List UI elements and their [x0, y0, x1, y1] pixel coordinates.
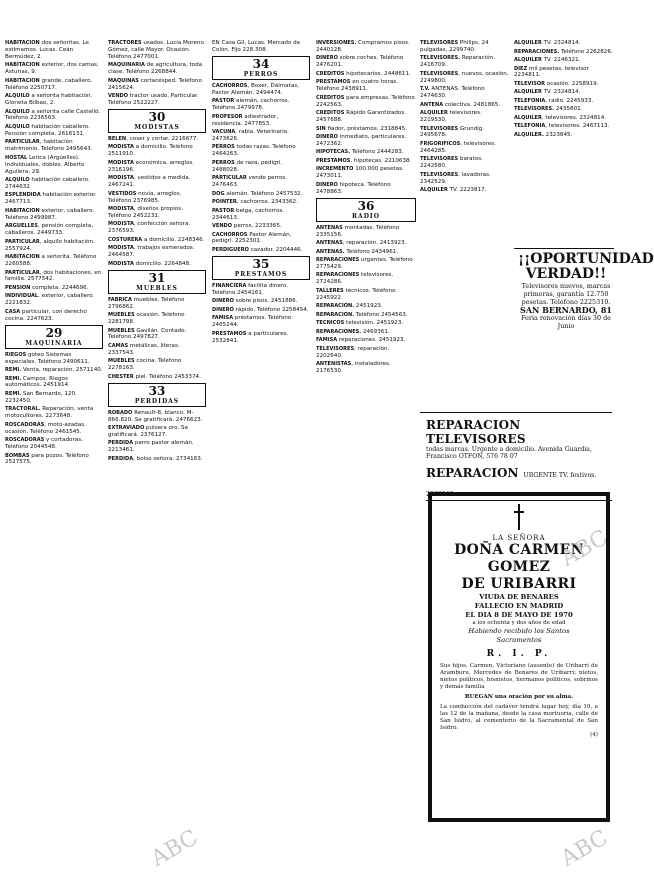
classified-ad: HABITACION exterior, dos camas. Asturias, 9.	[5, 62, 99, 76]
classified-ad: MODISTA a domicilio. Teléfono 2511910.	[108, 144, 193, 158]
classified-ad: MUEBLES ocasión. Teléfono 2281798.	[108, 312, 185, 325]
repair-banner: REPARACION URGENTE TV. festivos. 2063248.	[426, 462, 612, 501]
classified-ad: CREDITOS para empresas. Teléfono 2242563.	[316, 94, 415, 108]
classified-ad: ALQUILER televisores. 2219530.	[420, 110, 482, 124]
classified-ad: BELEN, coser y cortar. 2216677.	[108, 135, 199, 142]
ads-tv	[420, 40, 510, 194]
ads-furniture	[108, 297, 206, 381]
classified-ad: VACUNA, rabia. Veterinario. 2473626.	[212, 129, 289, 142]
classified-ad: TECNICOS televisión. 2451923.	[316, 320, 404, 327]
classified-ad: PARTICULAR, alquilo habitación. 2557924.	[5, 238, 95, 252]
classified-ad: EN Casa Gil, Lucas. Mercado de Colón. Fijo 228.308.	[212, 40, 301, 53]
watermark: ABC	[557, 525, 613, 572]
classified-ad: PERDIDA perro pastor alemán. 2213461.	[108, 440, 194, 454]
classified-ad: PASTOR belga, cachorros. 2344613.	[212, 207, 285, 221]
classified-ad: DINERO sobre coches. Teléfono 2476201.	[316, 55, 404, 69]
classified-ad: REPARACION. 2451923.	[316, 303, 383, 310]
classified-ad: ALQUILO a señorita habitación. Glorieta Bilbao, 2.	[5, 93, 93, 107]
classified-ad: ALQUILER TV. 2324814.	[514, 89, 581, 96]
divider	[420, 412, 612, 413]
classified-ad: FAMISA préstamos. Teléfono 2465244.	[212, 315, 292, 329]
classified-ad: MODISTA económica, arreglos. 2316196.	[108, 159, 195, 173]
section-header-modistas: 30 MODISTAS	[108, 109, 206, 133]
classified-ad: ALQUILO habitación caballero. 2744632.	[5, 177, 90, 190]
classified-ad: PERROS todas razas. Teléfono 2464263.	[212, 144, 296, 158]
classified-ad: PRESTAMOS, hipotecas. 2210638.	[316, 157, 412, 164]
ads-rooms	[5, 40, 103, 323]
classified-ad: PRESTAMOS en cuatro horas. Teléfono 2438911.	[316, 79, 398, 93]
classified-ad: REPARACIONES urgentes. Teléfono 2775429.	[316, 257, 413, 270]
classified-ad: VENDO perros, 2233365.	[212, 223, 282, 230]
classified-ad: TELEVISORES Grundig. 2495678.	[420, 125, 485, 139]
divider	[514, 248, 614, 249]
classified-ad: DINERO sobre pisos. 2451886.	[212, 298, 298, 305]
ads-tractors	[108, 40, 206, 107]
classified-ad: TELEVISORES, reparación. 2202640.	[316, 345, 390, 359]
classified-ad: ARGUELLES, pensión completa, caballeros. 2449733.	[5, 223, 94, 237]
classified-ad: TELEVISORES, nuevos, ocasión. 2249800.	[420, 70, 509, 84]
classified-ad: TALLERES técnicos. Teléfono 2245922.	[316, 287, 396, 301]
classified-ad: ALQUILER TV. 2246321.	[514, 57, 581, 63]
classified-ad: REMI. San Bernardo, 120. 2232450.	[5, 390, 77, 404]
tv-repair-banner: REPARACION TELEVISORES todas marcas. Urgente a domicilio. Avenida Guardia, Francisco OTFON, 576 78 07	[426, 418, 592, 460]
classified-ad: PASTOR alemán, cachorros. Teléfono 2479978.	[212, 98, 290, 112]
classified-ad: DINERO inmediato, particulares. 2472362.	[316, 134, 407, 147]
classified-ad: INDIVIDUAL, exterior, caballero. 2221832.	[5, 293, 95, 307]
classified-ad: ROBADO Renault-8, blanco, M-866.820. Se gratificará. 2476623.	[108, 409, 203, 423]
classified-ad: MAQUINAS cortacésped. Teléfono 2415624.	[108, 77, 202, 91]
classified-ad: TRACTORES usados. Lucía Moreno Gómez, calle Mayor. Ocasión. Teléfono 2477001.	[108, 40, 204, 60]
classified-ad: ROSCADORAS, moto-azadas, ocasión. Teléfono 2461545.	[5, 421, 86, 435]
ads-credits	[316, 40, 416, 196]
classified-ad: SIN fiador, préstamos. 2318845.	[316, 125, 408, 132]
ads-dressmakers	[108, 136, 206, 268]
classified-ad: ANTENISTAS, instaladores. 2176530.	[316, 361, 391, 375]
ads-lost	[108, 410, 206, 463]
classified-ad: TELEFONIA, radio. 2245933.	[514, 97, 594, 104]
classified-ad: ALQUILER TV. 2324814.	[514, 40, 581, 46]
section-header-prestamos: 35 PRESTAMOS	[212, 256, 310, 280]
classified-ad: CAMAS metálicas, literas. 2337543.	[108, 342, 180, 356]
classified-ad: CACHORROS Pastor Alemán, pedigrí. 2252301.	[212, 231, 292, 245]
classified-ad: REMI. Campos. Riegos automáticos. 2451914.	[5, 375, 70, 389]
ads-loans	[212, 283, 310, 345]
classified-ad: VENDO tractor usado. Particular. Teléfono 2522227.	[108, 93, 199, 107]
column-3	[212, 40, 310, 860]
classified-ad: MUEBLES Gavilán. Contado. Teléfono 2497827.	[108, 327, 187, 341]
section-header-radio: 36 RADIO	[316, 198, 416, 222]
classified-ad: ALQUILER, televisores. 2324814.	[514, 114, 607, 121]
classified-ad: DIEZ mil pesetas, televisor. 2234811.	[514, 65, 591, 79]
classified-ad: INCREMENTO 100.000 pesetas. 2473011.	[316, 166, 404, 180]
classified-ad: TELEVISORES baratos. 2242580.	[420, 156, 483, 170]
classified-ad: HABITACION grande, caballero. Teléfono 2250717.	[5, 77, 93, 91]
classified-ad: REMI. Venta, reparación. 2571140.	[5, 367, 103, 374]
classified-ad: CASA particular, con derecho cocina. 2247623.	[5, 308, 87, 322]
ads-tv-rental	[514, 40, 614, 139]
classified-ad: PRESTAMOS a particulares. 2532841.	[212, 330, 289, 344]
classified-ad: DINERO hipoteca. Teléfono 2478863.	[316, 181, 391, 195]
classified-ad: CREDITOS hipotecarios. 2448611.	[316, 70, 411, 77]
column-2	[108, 40, 206, 860]
classified-ad: TRACTORAL. Reparación, venta motocultores. 2273648.	[5, 406, 94, 420]
ads-machinery	[5, 352, 103, 467]
classified-ad: INVERSIONES. Compramos pisos. 2440128.	[316, 40, 410, 53]
watermark: ABC	[557, 825, 613, 872]
classified-ad: ANTENAS. Teléfono 2434961.	[316, 248, 399, 255]
classified-ad: FABRICA muebles. Teléfono 2796862.	[108, 296, 185, 310]
section-header-perros: 34 PERROS	[212, 56, 310, 80]
classified-ad: ANTENA colectiva. 2481865.	[420, 101, 501, 108]
classified-ad: DOG alemán. Teléfono 2457532.	[212, 190, 303, 197]
ads-dogs	[212, 83, 310, 254]
ads-misc	[212, 40, 310, 54]
classified-ad: ALQUILER. 2323845.	[514, 131, 573, 138]
classified-ad: MODISTA domicilio. 2264848.	[108, 260, 191, 267]
classified-ad: TELEFONIA, televisores. 2467113.	[514, 123, 610, 130]
classified-ad: PARTICULAR, habitación matrimonio. Teléfono 2495643.	[5, 139, 93, 153]
classified-ad: TELEVISORES. Reparación. 2416709.	[420, 55, 495, 69]
classified-ad: MODISTA, diseños propios. Teléfono 2452231.	[108, 206, 183, 219]
classified-ad: BOMBAS para pozos. Teléfono 2527575.	[5, 452, 89, 466]
classified-ad: MODISTA, vestidos a medida. 2467241.	[108, 175, 191, 189]
classified-ad: REPARACIONES. Teléfono 2262826.	[514, 48, 613, 55]
classified-ad: MUEBLES cocina. Teléfono 2278163.	[108, 358, 182, 372]
classified-ad: REPARACIONES televisores. 2724286.	[316, 272, 394, 286]
classified-ad: HABITACION exterior, caballero. Teléfono 2499987.	[5, 207, 95, 221]
classified-ad: PARTICULAR, dos habitaciones, en familia. 2577542.	[5, 269, 102, 283]
classified-ad: REPARACIONES. 2469361.	[316, 328, 390, 335]
classified-ad: POINTER, cachorros. 2343362.	[212, 199, 298, 206]
classified-ad: ANTENAS, reparación. 2413923.	[316, 240, 407, 247]
classified-ad: ROSCADORAS y cortadoras. Teléfono 2044548.	[5, 437, 83, 451]
classified-ad: REPARACION. Teléfono 2454563.	[316, 311, 408, 318]
section-header-muebles: 31 MUEBLES	[108, 270, 206, 294]
classified-ad: HABITACION dos señoritas. Le estimamos. Lucas. Ceán Bermúdez, 2.	[5, 40, 89, 60]
column-4	[316, 40, 416, 860]
classified-ad: PARTICULAR vende perros. 2476463.	[212, 175, 288, 189]
classified-ad: FRIGORIFICOS, televisores. 2464285.	[420, 140, 496, 154]
classified-ad: HOSTAL Lerica (Argüelles). Individuales, dobles. Alberto Aguilera, 29.	[5, 154, 85, 175]
classified-ad: PERROS de raza, pedigrí. 2488028.	[212, 159, 283, 173]
classified-ad: CREDITOS Rápido Garantizados. 2457688.	[316, 110, 407, 124]
classified-ad: ANTENAS montadas. Teléfono 2335156.	[316, 224, 400, 238]
cross-icon	[514, 504, 524, 530]
classified-ad: DINERO rápido. Teléfono 2258454.	[212, 306, 309, 313]
section-header-perdidas: 33 PERDIDAS	[108, 383, 206, 407]
classified-ad: TELEVISORES Philips, 24 pulgadas, 2299740.	[420, 40, 489, 53]
section-header-maquinaria: 29 MAQUINARIA	[5, 325, 103, 349]
classified-ad: PENSION completa. 2244696.	[5, 284, 89, 291]
classified-ad: ALQUILER TV. 2223817.	[420, 187, 487, 194]
classified-ad: FAMISA reparaciones. 2451923.	[316, 337, 406, 344]
classified-ad: T.V. ANTENAS. Teléfono 2474630.	[420, 86, 485, 100]
classified-ad: FINANCIERA facilita dinero. Teléfono 2454161.	[212, 282, 289, 296]
classified-ad: HABITACION a señorita. Teléfono 2260588.	[5, 254, 97, 267]
classified-ad: MODISTA, trabajos esmerados. 2464587.	[108, 245, 195, 259]
opportunity-ad: ¡¡OPORTUNIDAD VERDAD!! Televisores nuevos, marcas primeras, garantía 12.750 pesetas. Teléfono 2225310. SAN BERNARDO, 81 Feria renovación días 30 de Junio	[518, 251, 654, 330]
classified-ad: PERDIDA, bolso señora. 2734163.	[108, 455, 203, 462]
classified-ad: TELEVISORES. 2435801.	[514, 106, 583, 113]
classified-ad: RIEGOS goteo Sistemas especiales. Teléfono 2490611.	[5, 351, 90, 365]
classified-ad: TELEVISORES, lavadoras. 2342529.	[420, 171, 491, 185]
classified-ad: PERDIGUERO cazador. 2204446.	[212, 246, 303, 253]
classified-ad: CACHORROS, Boxer, Dálmatas, Pastor Alemán. 2494474.	[212, 82, 299, 96]
classified-ad: EXTRAVIADO pulsera oro. Se gratificará. 2376127.	[108, 425, 189, 438]
column-5	[420, 40, 510, 400]
classified-ad: COSTURERA a domicilio. 2248346.	[108, 236, 205, 243]
classified-ad: HIPOTECAS. Teléfono 2444283.	[316, 149, 404, 156]
column-1	[5, 40, 103, 860]
classified-ad: ESPLENDIDA habitación exterior. 2467713.	[5, 192, 97, 206]
classified-ad: MAQUINARIA de agricultura, toda clase. Teléfono 2268844.	[108, 62, 203, 76]
classified-ad: CHESTER piel. Teléfono 2453374.	[108, 373, 201, 380]
classified-ad: MODISTA, confección señora. 2376593.	[108, 221, 191, 235]
classified-ad: TELEVISOR ocasión. 2258919.	[514, 80, 599, 87]
classified-ad: ALQUILO habitación caballero. Pensión completa. 2616131.	[5, 123, 90, 137]
watermark: ABC	[147, 825, 203, 872]
classified-ad: VESTIDOS novia, arreglos. Teléfono 2376985.	[108, 190, 182, 204]
ads-radio	[316, 225, 416, 375]
classified-ad: ALQUILO a señorita calle Castelló. Teléfono 2236563.	[5, 108, 101, 122]
obituary-notice: LA SEÑORA DOÑA CARMEN GOMEZ DE URIBARRI VIUDA DE BENARES FALLECIO EN MADRID EL DIA 8 DE MAYO DE 1970 a los ochenta y dos años de edad Habiendo recibido los Santos Sacramentos R. I. P. Sus hijos, Carmen, Victoriano (ausente) de Uribarri de Aramburu, Mercedes de Benares de Uribarri; nietos, nietos políticos, bisnietos, hermanos políticos, sobrinos y demás familia RUEGAN una oración por su alma. La conducción del cadáver tendrá lugar hoy, día 10, a las 12 de la mañana, desde la casa mortuoria, calle de San Isidro, al cementerio de la Sacramental de San Isidro. (4)	[428, 492, 610, 822]
classified-ad: PROFESOR adiestrador, residencia. 2477853.	[212, 113, 279, 127]
